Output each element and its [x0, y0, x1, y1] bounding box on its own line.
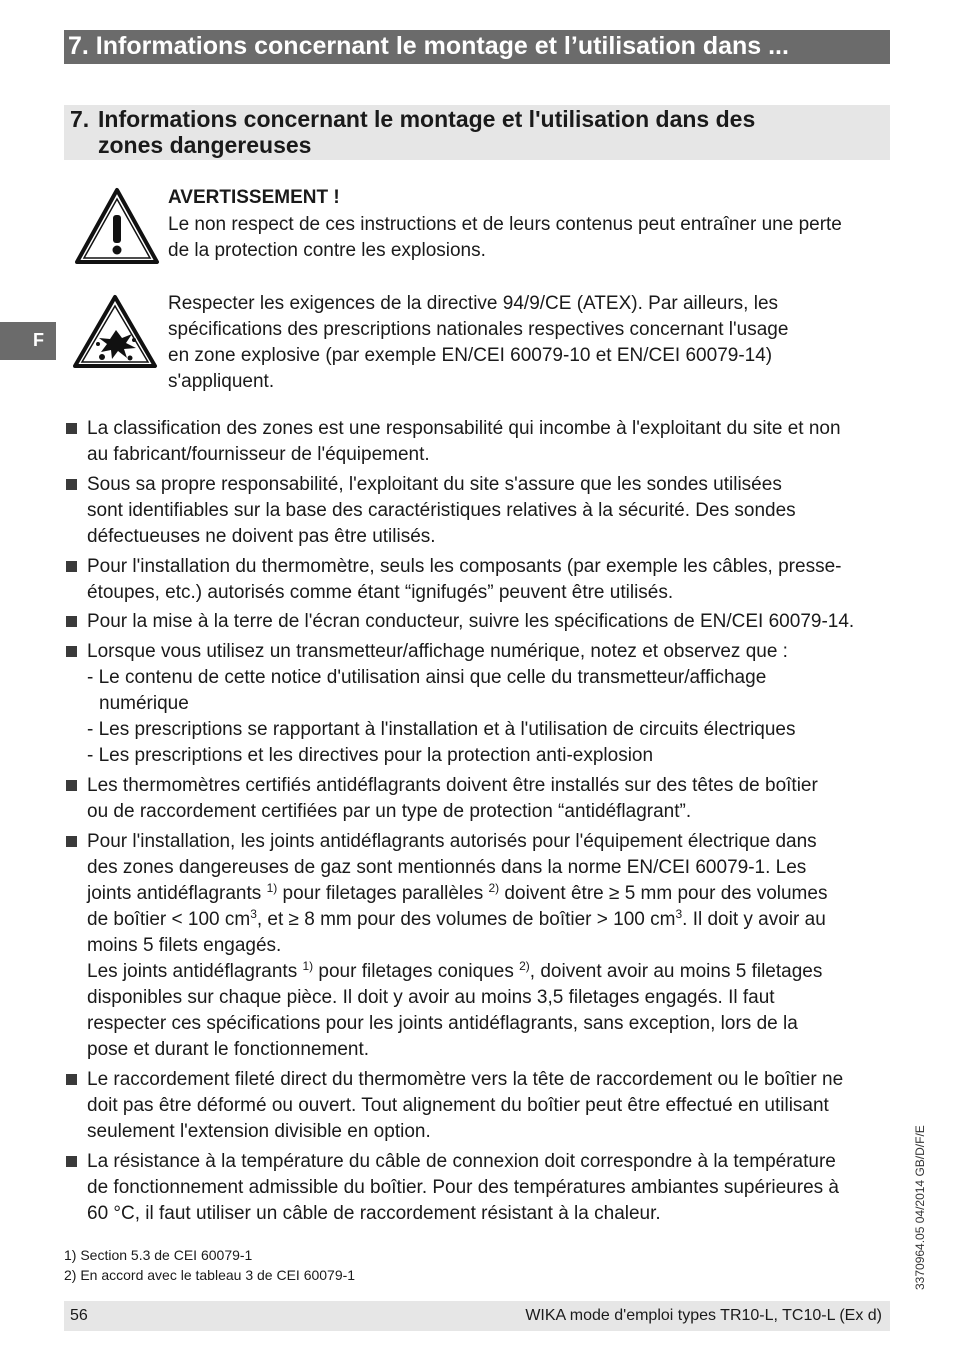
- page-header-title: 7. Informations concernant le montage et l’utilisation dans ...: [68, 32, 789, 60]
- footnote-ref: 1): [302, 959, 314, 973]
- bullet-marker: [66, 1074, 77, 1085]
- bullet-text-line: disponibles sur chaque pièce. Il doit y avoir au moins 3,5 filetages engagés. Il faut: [87, 987, 775, 1008]
- footnote-ref: 1): [266, 881, 278, 895]
- bullet-marker: [66, 423, 77, 434]
- bullet-text-line: seulement l'extension divisible en option.: [87, 1121, 431, 1142]
- bullet-text-line: au fabricant/fournisseur de l'équipement.: [87, 444, 430, 465]
- superscript: 3: [250, 907, 257, 921]
- bullet-subitem-line: - Les prescriptions se rapportant à l'installation et à l'utilisation de circuits électriques: [87, 719, 796, 740]
- explosion-text-line: spécifications des prescriptions nationales respectives concernant l'usage: [168, 319, 789, 340]
- bullet-text-line: défectueuses ne doivent pas être utilisés.: [87, 526, 436, 547]
- bullet-subitem-line: numérique: [99, 693, 189, 714]
- footnote-ref: 2): [488, 881, 500, 895]
- bullet-text-line: respecter ces spécifications pour les joints antidéflagrants, sans exception, lors de la: [87, 1013, 798, 1034]
- section-title-line1: Informations concernant le montage et l'utilisation dans des: [98, 106, 756, 132]
- footnote-ref: 2): [519, 959, 530, 973]
- bullet-text-line: ou de raccordement certifiées par un type de protection “antidéflagrant”.: [87, 801, 692, 822]
- document-number: 3370964.05 04/2014 GB/D/F/E: [913, 1125, 927, 1290]
- bullet-text-line: Les joints antidéflagrants $^{1)}$ pour filetages coniques $^{2)}$, doivent avoir au moins 5 filetages: [87, 959, 823, 982]
- warning-heading: AVERTISSEMENT !: [168, 187, 340, 208]
- footer-title: WIKA mode d'emploi types TR10-L, TC10-L (Ex d): [525, 1307, 882, 1324]
- bullet-text-line: des zones dangereuses de gaz sont mentionnés dans la norme EN/CEI 60079-1. Les: [87, 857, 807, 878]
- bullet-subitem-line: - Les prescriptions et les directives pour la protection anti-explosion: [87, 745, 654, 766]
- bullet-text-line: Le raccordement fileté direct du thermomètre vers la tête de raccordement ou le boîtier ne: [87, 1069, 844, 1090]
- footnote: 2) En accord avec le tableau 3 de CEI 60079-1: [64, 1267, 356, 1283]
- superscript: 3: [675, 907, 683, 921]
- explosion-text-line: Respecter les exigences de la directive 94/9/CE (ATEX). Par ailleurs, les: [168, 293, 779, 314]
- warning-triangle-icon: [74, 187, 160, 265]
- bullet-text-line: étoupes, etc.) autorisés comme étant “ignifugés” peuvent être utilisés.: [87, 582, 674, 603]
- explosion-text-line: en zone explosive (par exemple EN/CEI 60079-10 et EN/CEI 60079-14): [168, 345, 773, 366]
- bullet-text-line: sont identifiables sur la base des caractéristiques relatives à la sécurité. Des sondes: [87, 500, 796, 521]
- section-number: 7.: [70, 106, 90, 132]
- bullet-text-line: de fonctionnement admissible du boîtier. Pour des températures ambiantes supérieures à: [87, 1177, 839, 1198]
- bullet-text-line: Pour l'installation, les joints antidéflagrants autorisés pour l'équipement électrique dans: [87, 831, 817, 852]
- bullet-text-line: joints antidéflagrants $^{1)}$ pour filetages parallèles $^{2)}$ doivent être ≥ 5 mm pour des volumes: [87, 881, 828, 904]
- bullet-marker: [66, 1156, 77, 1167]
- bullet-text-line: La résistance à la température du câble de connexion doit correspondre à la température: [87, 1151, 836, 1172]
- bullet-subitem-line: - Le contenu de cette notice d'utilisation ainsi que celle du transmetteur/affichage: [87, 667, 767, 688]
- page-header-bar: [64, 30, 890, 64]
- language-tab-label: F: [33, 330, 44, 350]
- bullet-text-line: Pour l'installation du thermomètre, seuls les composants (par exemple les câbles, presse-: [87, 556, 842, 577]
- bullet-text-line: La classification des zones est une responsabilité qui incombe à l'exploitant du site et non: [87, 418, 841, 439]
- section-title-line2: zones dangereuses: [98, 132, 312, 158]
- bullet-text-line: 60 °C, il faut utiliser un câble de raccordement résistant à la chaleur.: [87, 1203, 661, 1224]
- explosion-text-line: s'appliquent.: [168, 371, 275, 392]
- warning-text-line: de la protection contre les explosions.: [168, 240, 486, 261]
- section-heading: [64, 105, 890, 160]
- bullet-marker: [66, 646, 77, 657]
- bullet-text-line: Les thermomètres certifiés antidéflagrants doivent être installés sur des têtes de boîtier: [87, 775, 818, 796]
- bullet-text-line: doit pas être déformé ou ouvert. Tout alignement du boîtier peut être effectué en utilisant: [87, 1095, 829, 1116]
- bullet-marker: [66, 836, 77, 847]
- bullet-marker: [66, 561, 77, 572]
- warning-text-line: Le non respect de ces instructions et de leurs contenus peut entraîner une perte: [168, 214, 842, 235]
- bullet-text-line: moins 5 filets engagés.: [87, 935, 282, 956]
- bullet-marker: [66, 479, 77, 490]
- footnote: 1) Section 5.3 de CEI 60079-1: [64, 1247, 253, 1263]
- bullet-marker: [66, 780, 77, 791]
- bullet-text-line: Lorsque vous utilisez un transmetteur/affichage numérique, notez et observez que :: [87, 641, 788, 662]
- bullet-text-line: Sous sa propre responsabilité, l'exploitant du site s'assure que les sondes utilisées: [87, 474, 782, 495]
- explosion-hazard-icon: [72, 294, 158, 370]
- page-footer: [64, 1301, 890, 1331]
- bullet-text-line: Pour la mise à la terre de l'écran conducteur, suivre les spécifications de EN/CEI 60079-14.: [87, 611, 855, 632]
- page-number: 56: [70, 1307, 88, 1324]
- bullet-text-line: de boîtier < 100 $cm^3$, et ≥ 8 mm pour des volumes de boîtier > 100 $cm^3$. Il doit y avoir au: [87, 907, 826, 930]
- bullet-marker: [66, 616, 77, 627]
- bullet-text-line: pose et durant le fonctionnement.: [87, 1039, 370, 1060]
- language-tab: [0, 322, 56, 360]
